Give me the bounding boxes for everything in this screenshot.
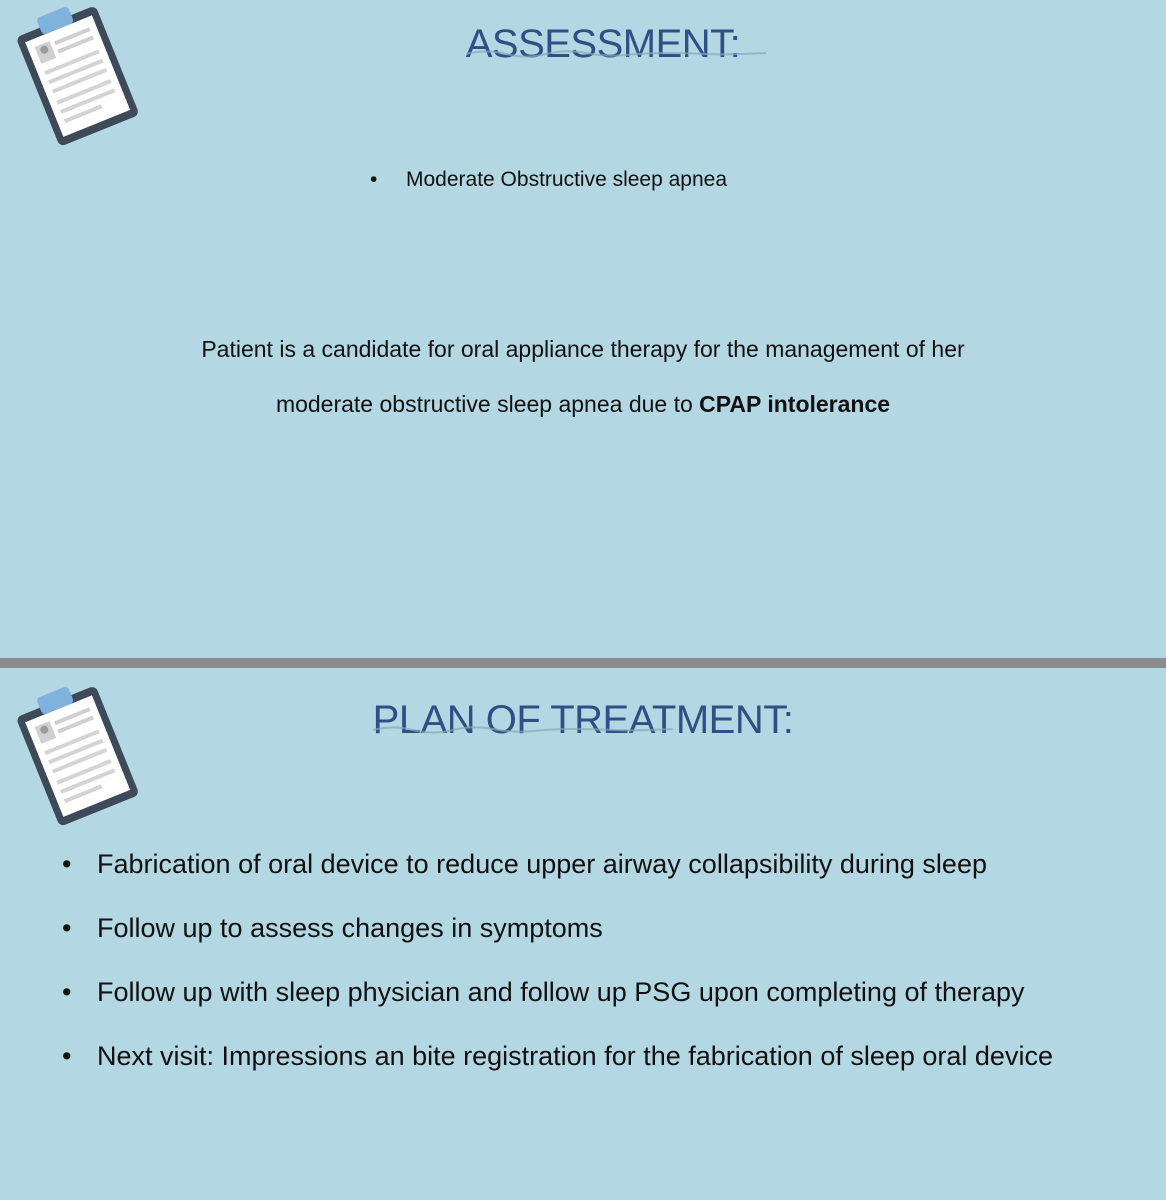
title-underline-decoration	[466, 47, 766, 61]
assessment-paragraph	[0, 322, 1166, 432]
paragraph-line-1: Patient is a candidate for oral appliance therapy for the management of her	[201, 336, 965, 362]
slide-divider	[0, 658, 1166, 668]
title-underline-decoration	[373, 723, 673, 737]
assessment-title: ASSESSMENT:	[20, 22, 1166, 67]
plan-title: PLAN OF TREATMENT:	[372, 698, 794, 742]
paragraph-line-2: moderate obstructive sleep apnea due to CPAP intolerance	[275, 391, 891, 417]
cpap-intolerance-emphasis: CPAP intolerance	[699, 391, 891, 417]
plan-item: • Follow up with sleep physician and follow up PSG upon completing of therapy	[60, 964, 1057, 1020]
plan-item: • Follow up to assess changes in symptoms	[60, 900, 1140, 956]
plan-slide	[0, 668, 1166, 1200]
plan-item: • Fabrication of oral device to reduce upper airway collapsibility during sleep	[60, 836, 1140, 892]
assessment-bullet: • Moderate Obstructive sleep apnea	[370, 168, 728, 191]
plan-item: • Next visit: Impressions an bite registration for the fabrication of sleep oral device	[60, 1028, 1107, 1084]
plan-list	[60, 836, 1140, 1092]
